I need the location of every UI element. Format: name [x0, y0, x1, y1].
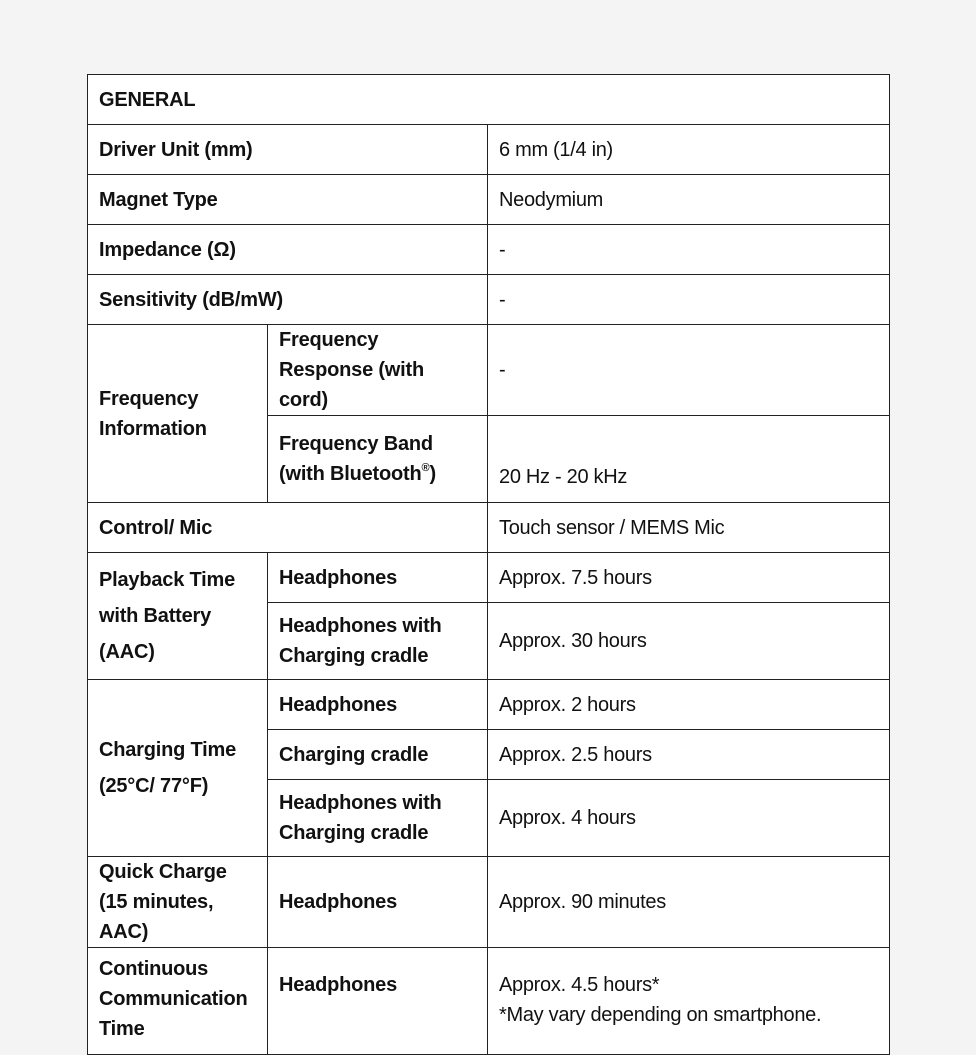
spec-sublabel-charging-headphones: Headphones: [268, 680, 488, 730]
spec-value-quick-charge: Approx. 90 minutes: [488, 857, 890, 948]
spec-label-driver-unit: Driver Unit (mm): [88, 125, 488, 175]
registered-mark: ®: [421, 462, 430, 475]
section-header: GENERAL: [88, 75, 890, 125]
spec-value-sensitivity: -: [488, 275, 890, 325]
spec-label-playback: Playback Time with Battery (AAC): [88, 553, 268, 680]
spec-label-sensitivity: Sensitivity (dB/mW): [88, 275, 488, 325]
spec-value-charging-both: Approx. 4 hours: [488, 780, 890, 857]
spec-sublabel-frequency-band: [268, 416, 488, 503]
table-row: [88, 125, 890, 175]
spec-value-charging-headphones: Approx. 2 hours: [488, 680, 890, 730]
spec-value-playback-cradle: Approx. 30 hours: [488, 603, 890, 680]
table-row: [88, 948, 890, 1055]
spec-value-driver-unit: 6 mm (1/4 in): [488, 125, 890, 175]
continuous-value: Approx. 4.5 hours*: [499, 974, 660, 996]
spec-label-quick-charge: Quick Charge (15 minutes, AAC): [88, 857, 268, 948]
spec-sublabel-playback-cradle: Headphones with Charging cradle: [268, 603, 488, 680]
spec-value-charging-cradle: Approx. 2.5 hours: [488, 730, 890, 780]
table-row: [88, 175, 890, 225]
spec-label-frequency: Frequency Information: [88, 325, 268, 503]
spec-sublabel-continuous: Headphones: [268, 948, 488, 1055]
table-row: [88, 225, 890, 275]
continuous-note: *May vary depending on smartphone.: [499, 1004, 822, 1026]
spec-label-control: Control/ Mic: [88, 503, 488, 553]
table-row: [88, 275, 890, 325]
spec-value-continuous: [488, 948, 890, 1055]
table-row: [88, 680, 890, 730]
table-row: [88, 75, 890, 125]
spec-value-control: Touch sensor / MEMS Mic: [488, 503, 890, 553]
table-row: [88, 325, 890, 416]
spec-label-impedance: Impedance (Ω): [88, 225, 488, 275]
frequency-band-text: Frequency Band (with Bluetooth: [279, 433, 433, 485]
table-row: [88, 503, 890, 553]
spec-value-playback-headphones: Approx. 7.5 hours: [488, 553, 890, 603]
spec-label-continuous: Continuous Communication Time: [88, 948, 268, 1055]
table-row: [88, 857, 890, 948]
spec-sublabel-charging-cradle: Charging cradle: [268, 730, 488, 780]
spec-label-magnet-type: Magnet Type: [88, 175, 488, 225]
spec-label-charging: Charging Time (25°C/ 77°F): [88, 680, 268, 857]
spec-value-impedance: -: [488, 225, 890, 275]
spec-sublabel-charging-both: Headphones with Charging cradle: [268, 780, 488, 857]
spec-value-frequency-band: 20 Hz - 20 kHz: [488, 416, 890, 503]
spec-table: [87, 74, 890, 1055]
spec-sublabel-quick-charge: Headphones: [268, 857, 488, 948]
spec-value-magnet-type: Neodymium: [488, 175, 890, 225]
spec-value-frequency-response: -: [488, 325, 890, 416]
table-row: [88, 553, 890, 603]
frequency-band-close: ): [429, 463, 436, 485]
spec-sublabel-frequency-response: Frequency Response (with cord): [268, 325, 488, 416]
spec-sublabel-playback-headphones: Headphones: [268, 553, 488, 603]
